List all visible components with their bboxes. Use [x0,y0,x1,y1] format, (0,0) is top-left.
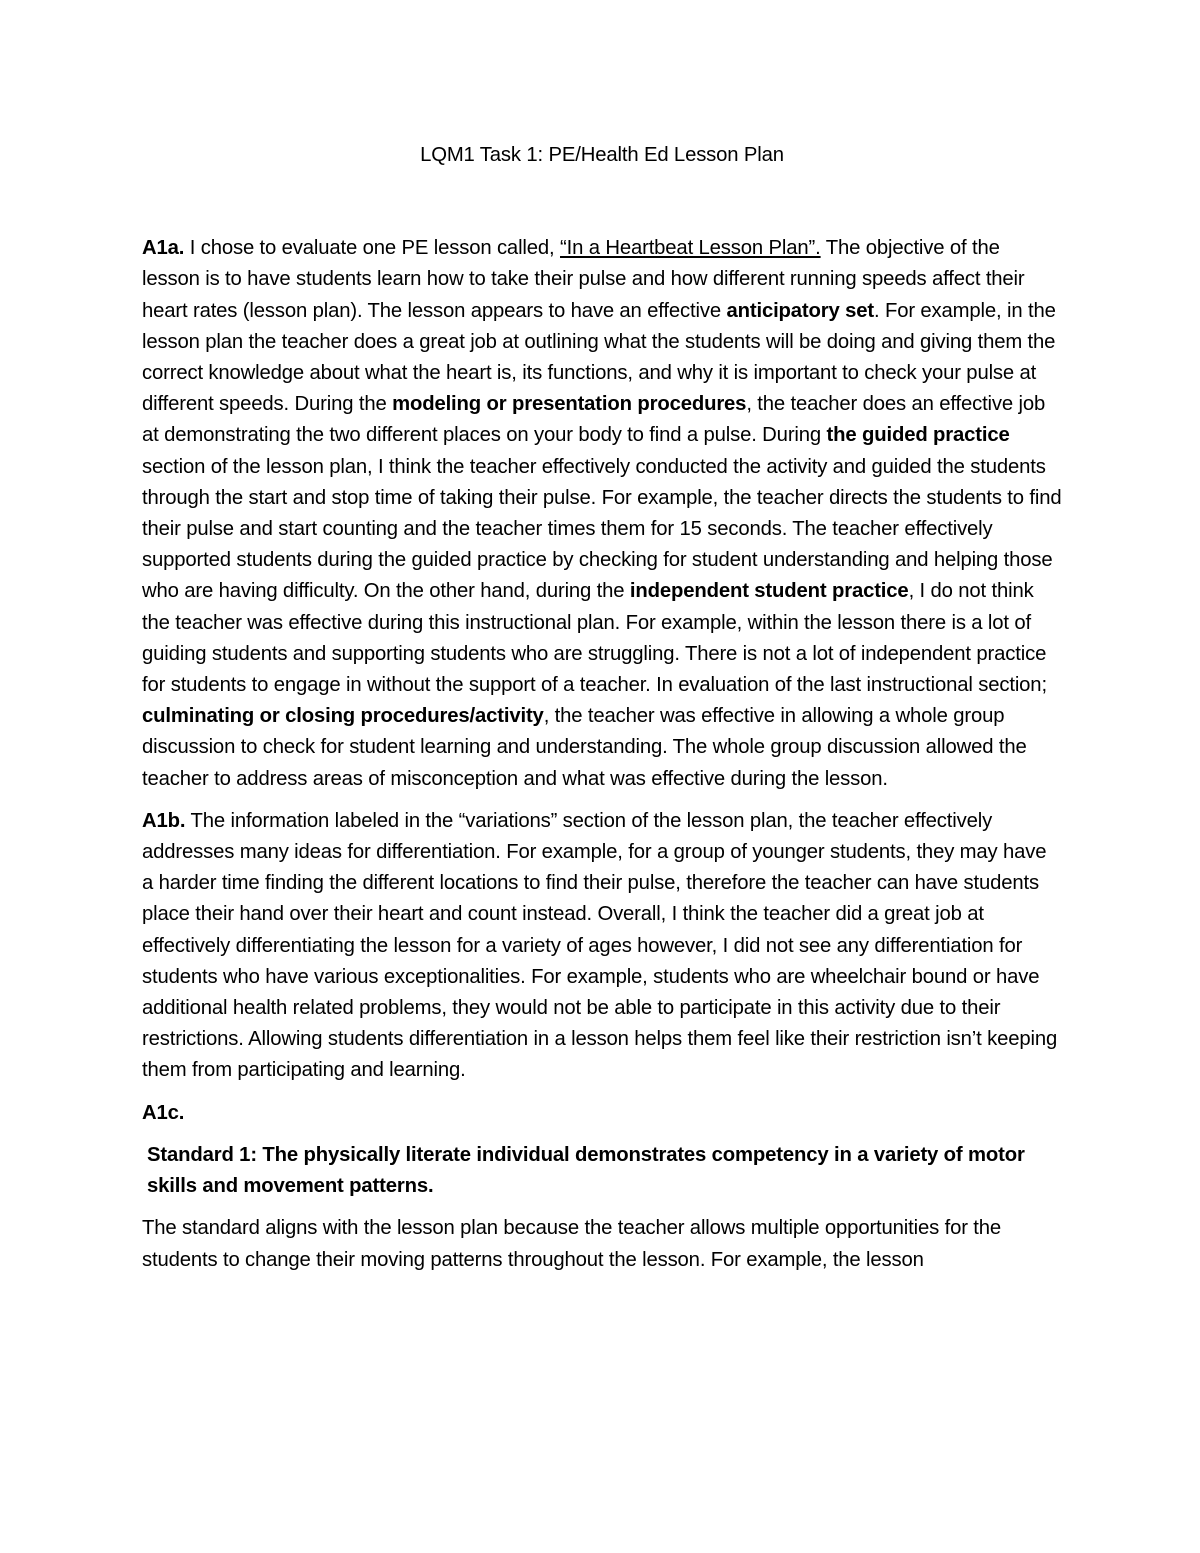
a1a-text-3: . For example, in the lesson plan the teacher does a great job at outlining what the students will be doing and giving them the correct knowledge about what the heart is, its functions, and why it is important to check your pulse at different speeds. During the [142,299,1056,416]
spacer [142,1202,1062,1213]
a1b-text: The information labeled in the “variations” section of the lesson plan, the teacher effectively addresses many ideas for differentiation. For example, for a group of younger students, they may have a harder time finding the different locations to find their pulse, therefore the teacher can have students place their hand over their heart and count instead. Overall, I think the teacher did a great job at effectively differentiating the lesson for a variety of ages however, I did not see any differentiation for students who have various exceptionalities. For example, students who are wheelchair bound or have additional health related problems, they would not be able to participate in this activity due to their restrictions. Allowing students differentiation in a lesson helps them feel like their restriction isn’t keeping them from participating and learning. [142,809,1058,1082]
lesson-title-link: “In a Heartbeat Lesson Plan”. [560,237,821,260]
a1a-text-5: section of the lesson plan, I think the teacher effectively conducted the activity and guided the students through the start and stop time of taking their pulse. For example, the teacher directs the students to find their pulse and start counting and the teacher times them for 15 seconds. The teacher effectively supported students during the guided practice by checking for student understanding and helping those who are having difficulty. On the other hand, during the [142,455,1062,603]
spacer [142,171,1062,233]
section-label-a1a: A1a. [142,237,185,260]
section-label-a1b: A1b. [142,809,186,832]
a1a-text-1: I chose to evaluate one PE lesson called, [184,237,561,260]
paragraph-a1c: The standard aligns with the lesson plan because the teacher allows multiple opportunities for the students to change their moving patterns throughout the lesson. For example, the lesson [142,1217,1002,1271]
a1a-text-7: , the teacher was effective in allowing a whole group discussion to check for student learning and understanding. The whole group discussion allowed the teacher to address areas of misconception and what was effective during the lesson. [142,705,1027,790]
term-independent-practice: independent student practice [629,580,909,603]
term-modeling-procedures: modeling or presentation procedures [392,393,747,416]
a1a-text-2: The objective of the lesson is to have students learn how to take their pulse and how different running speeds affect their heart rates (lesson plan). The lesson appears to have an effective [142,237,1025,322]
spacer [142,1129,1062,1140]
paragraph-a1b [142,806,1062,1087]
spacer [142,795,1062,806]
term-anticipatory-set: anticipatory set [726,299,874,322]
standard-statement: Standard 1: The physically literate individual demonstrates competency in a variety of motor skills and movement patterns. [147,1143,1025,1198]
term-culminating-procedures: culminating or closing procedures/activity [142,705,544,728]
document-title: LQM1 Task 1: PE/Health Ed Lesson Plan [420,144,784,166]
spacer [142,1087,1062,1098]
section-label-a1c: A1c. [142,1101,185,1124]
a1a-text-4: , the teacher does an effective job at demonstrating the two different places on your body to find a pulse. During [142,393,1046,447]
a1a-text-6: , I do not think the teacher was effective during this instructional plan. For example, within the lesson there is a lot of guiding students and supporting students who are struggling. There is not a lot of independent practice for students to engage in without the support of a teacher. In evaluation of the last instructional section; [142,580,1047,697]
document-page [142,140,1062,1276]
term-guided-practice: the guided practice [826,424,1010,447]
paragraph-a1a [142,233,1062,795]
